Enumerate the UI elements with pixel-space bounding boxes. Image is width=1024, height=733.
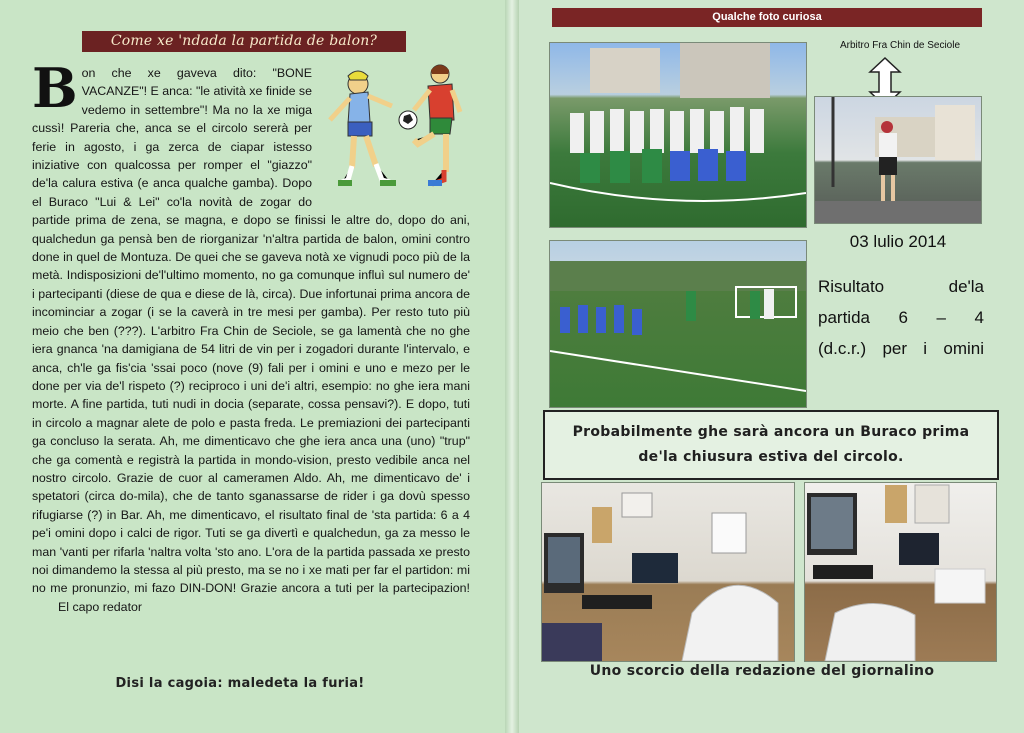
- soccer-players-illustration: [318, 62, 470, 194]
- signature: El capo redator: [58, 599, 143, 614]
- referee-label: Arbitro Fra Chin de Seciole: [839, 40, 961, 51]
- match-result: [818, 271, 984, 364]
- proverb: Disi la cagoia: maledeta la furia!: [115, 676, 365, 691]
- team-photo-figures: [550, 43, 806, 227]
- article-body: [32, 56, 470, 616]
- announcement-text: [555, 420, 987, 470]
- office-photo-right-contents: [805, 483, 996, 661]
- result-line-3: (d.c.r.) per i omini: [818, 339, 984, 358]
- match-photo-figures: [550, 241, 806, 407]
- referee-photo-figure: [815, 97, 981, 223]
- announcement-line-1: Probabilmente ghe sarà ancora un Buraco prima: [572, 424, 970, 440]
- match-photo: [549, 240, 807, 408]
- photo-caption: Uno scorcio della redazione del giornalino: [589, 663, 935, 679]
- result-line-1: Risultato de'la: [818, 277, 984, 296]
- result-line-2: partida 6 – 4: [818, 308, 984, 327]
- office-photo-right: [804, 482, 997, 662]
- team-photo: [549, 42, 807, 228]
- office-photo-left-contents: [542, 483, 794, 661]
- announcement-box: [543, 410, 999, 480]
- article-title: Come xe 'ndada la partida de balon?: [82, 31, 406, 52]
- referee-photo: [814, 96, 982, 224]
- drop-cap: B: [32, 56, 78, 120]
- photos-title: Qualche foto curiosa: [552, 8, 982, 27]
- match-date: 03 lulio 2014: [849, 232, 947, 251]
- page-spine: [505, 0, 519, 733]
- announcement-line-2: de'la chiusura estiva del circolo.: [638, 449, 904, 465]
- office-photo-left: [541, 482, 795, 662]
- article-text: on che xe gaveva dito: "BONE VACANZE"! E anca: "le atività xe finide se vedemo in settembre"! Ma no la xe miga cussì! Pareria che, anca se el circolo sererà per ferie in agosto, i ga zerca de ciapar istesso iniziative con qualcossa per romper el "giazzo" de'la calura estiva (e anca qualche gamba). Dopo el Buraco "Lui & Lei" co'la novità de zogar do partide prima de zena, se magna, e dopo se finissi le altre do, dopo do ani, qualchedun ga pensà ben de riorganizar 'n'altra partida de balon, omini contro done in quel de Montuza. De quei che se gaveva notà xe vignudi poco più de la metà. Indisposizioni de'l'ultimo momento, no ga comunque influì sul numero de' i partecipanti (diese de qua e diese de là, circa). Due infortunai prima ancora de incominciar a zogar (i se la caverà in tre mesi per gamba). Per resto tuto più meio che ben (???). L'arbitro Fra Chin de Seciole, se ga lamentà che no ghe iera gnanca 'na damigiana de 54 litri de vin per i zogadori durante l'intervalo, e anca, ch'le ga fis'cia 'ssai poco (nove (9) fali per i omini e uno e mezo per le done per via de'l rispeto (?) reciproco i uni de'i altri, esempio: no ghe iera mani morte. A fine partida, tuti nudi in docia (separate, cossa pensavi?). E dopo, tuti in circolo a magnar alete de polo e pasta freda. Le premiazioni dei partecipanti ga concluso la serata. Ah, me dimenticavo che ghe iera anca una (uno) "trup" che ga comentà e registrà la partida in mondo-vision, presto vedibile anca nel nostro circolo. Grazie de cuor al cameramen Aldo. Ah, me dimenticavo de' i spetatori (circa do-mila), che de tanto sganassarse de rider i ga dovù spesso rifugiarse (?) in Bar. Ah, me dimenticavo, el risultato final de 'sta partida: 6 a 4 pe'i omini dopo i calci de rigor. Tuti se ga divertì e qualchedun, ga za messo le man 'vanti per rifarla 'naltra volta 'sto ano. L'ora de la partida passada xe presto noi dimandemo la stessa al più presto, ma se no i xe mati per far el partidon: mi no me pronunzio, mi fazo DIN-DON! Grazie ancora a tuti per la partecipazion!: [32, 66, 470, 596]
